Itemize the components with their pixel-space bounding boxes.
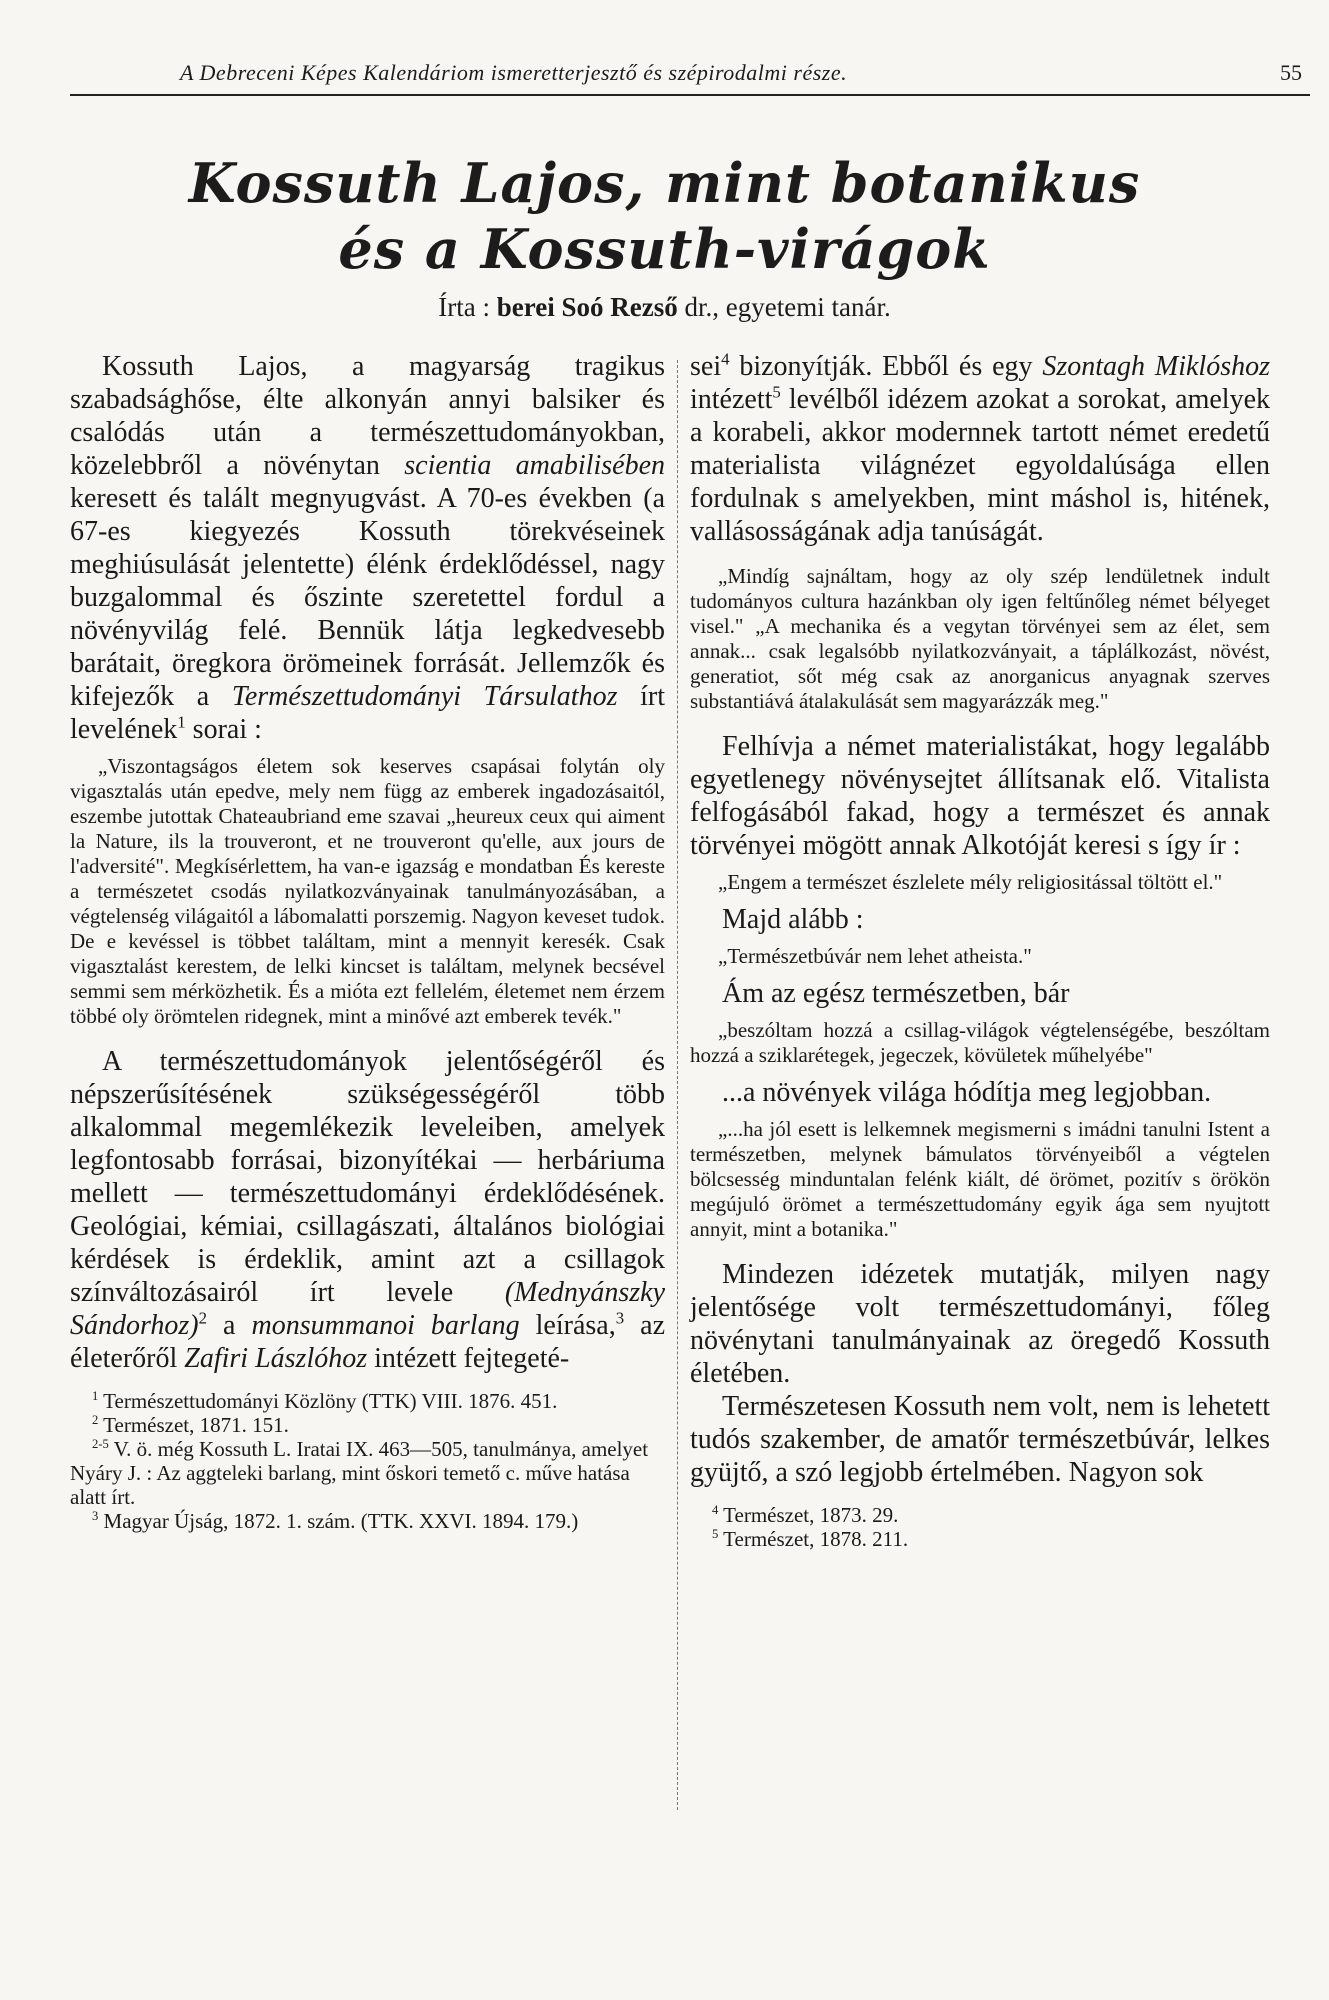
text-run: leírása,: [519, 1310, 616, 1341]
article-title-line-1: Kossuth Lajos, mint botanikus: [188, 151, 1141, 215]
text-run: sorai :: [185, 714, 262, 745]
footnote: [70, 1437, 665, 1509]
text-run: bizonyítják. Ebből és egy: [729, 351, 1043, 382]
right-quote-4: „beszóltam hozzá a csillag-világok végtelenségébe, beszóltam hozzá a sziklarétegek, jegeczek, kövületek műhelyébe": [690, 1018, 1270, 1067]
text-run: sei: [690, 351, 722, 382]
right-paragraph-2: Felhívja a német materialistákat, hogy legalább egyetlenegy növénysejtet állítsanak elő. Vitalista felfogásából fakad, hogy a természet és annak törvényei mögött annak Alkotóját keresi s így ír :: [690, 731, 1270, 861]
article-title-block: [0, 150, 1329, 323]
right-quote-1: „Mindíg sajnáltam, hogy az oly szép lendületnek indult tudományos cultura hazánkban oly igen feltűnőleg német bélyeget visel." „A mechanika és a vegytan törvényei sem az élet, sem annak... csak legalsóbb nyilatkozványait, a táplálkozást, növést, generatiot, sőt még csak az anorganicus anyagnak szerves substantiává átalakulását sem magyarázzák meg.": [690, 564, 1270, 713]
right-quote-2: „Engem a természet észlelete mély religiositással töltött el.": [718, 870, 1223, 894]
page-number: 55: [1280, 60, 1302, 85]
text-run: keresett és talált megnyugvást. A 70-es években (a 67-es kiegyezés Kossuth törekvéseinek meghiúsulását jelentette) élénk érdeklődéssel, nagy buzgalommal és őszinte szeretettel fordul a növényvilág felé. Bennük látja legkedvesebb barátait, öregkora örömeinek forrását. Jellemzők és kifejezők a: [70, 483, 665, 712]
byline-suffix: dr., egyetemi tanár.: [684, 292, 891, 322]
footnote-text: Természettudományi Közlöny (TTK) VIII. 1876. 451.: [98, 1389, 558, 1413]
right-quote-5: „...ha jól esett is lelkemnek megismerni s imádni tanulni Istent a természetben, melynek bámulatos törvényeiből a végtelen bölcsesség minduntalan felénk kiált, dé örömet, pozitív s örökön megújuló örömet a természettudomány egyik ága sem nyujtott annyit, mint a botanika.": [690, 1117, 1270, 1241]
footnote-mark: 3: [92, 1509, 99, 1523]
byline-prefix: Írta :: [438, 292, 491, 322]
right-paragraph-4: Ám az egész természetben, bár: [722, 978, 1070, 1009]
footnote-mark: 1: [92, 1389, 99, 1403]
footnote-mark: 2: [92, 1413, 99, 1427]
footnote-ref: 5: [772, 382, 781, 402]
left-paragraph-1: [70, 350, 665, 746]
footnote: [690, 1503, 1270, 1527]
right-quote-3: „Természetbúvár nem lehet atheista.": [718, 944, 1032, 968]
footnote-text: Természet, 1871. 151.: [98, 1413, 289, 1437]
text-run: levélből idézem azokat a sorokat, amelyek a korabeli, akkor modernnek tartott német eredetű materialista világnézet egyoldalúsága ellen fordulnak s amelyekben, mint máshol is, hitének, vallásosságának adja tanúságát.: [690, 384, 1270, 547]
author-name: berei Soó Rezső: [496, 292, 678, 322]
footnote: [690, 1527, 1270, 1551]
italic-run: Szontagh Miklóshoz: [1042, 351, 1271, 382]
footnote: [70, 1413, 665, 1437]
text-run: az életerőről: [70, 1310, 665, 1374]
right-column: [690, 350, 1270, 1551]
left-paragraph-2: [70, 1045, 665, 1375]
footnote-ref: 4: [721, 349, 730, 369]
footnote: [70, 1509, 665, 1533]
text-run: A természettudományok jelentőségéről és népszerűsítésének szükségességéről több alkalommal megemlékezik leveleiben, amelyek legfontosabb forrásai, bizonyítékai — herbáriuma mellett — természettudományi érdeklődésének. Geológiai, kémiai, csillagászati, általános biológiai kérdések is érdeklik, amint azt a csillagok színváltozásairól írt levele: [70, 1046, 665, 1308]
text-run: Kossuth Lajos, a magyarság tragikus szabadsághőse, élte alkonyán annyi balsiker és csalódás után a természettudományokban, közelebbről a növénytan: [70, 351, 665, 481]
left-column: [70, 350, 665, 1533]
text-run: intézett: [690, 384, 773, 415]
footnote-mark: 2-5: [92, 1437, 109, 1451]
footnote-text: Természet, 1873. 29.: [718, 1503, 899, 1527]
text-run: írt levelének: [70, 681, 665, 745]
article-title-line-2: és a Kossuth-virágok: [338, 217, 991, 281]
footnote-ref: 1: [177, 712, 186, 732]
italic-run: Zafiri Lászlóhoz: [184, 1343, 368, 1374]
footnote: [70, 1389, 665, 1413]
italic-run: scientia amabilisében: [404, 450, 665, 481]
right-paragraph-3: Majd alább :: [722, 904, 864, 935]
footnote-ref: 3: [615, 1308, 625, 1328]
left-quote-1: „Viszontagságos életem sok keserves csapásai folytán oly vigasztalás után epedve, mely nem függ az emberek ingadozásaitól, eszembe jutottak Chateaubriand eme szavai „heureux ceux qui aiment la Nature, ils la trouveront, et ne trouveront qu'elle, aux jours de l'adversité". Megkísérlettem, ha van-e igazság e mondatban És kereste a természetet csodás nyilatkozványainak tanulmányozásában, a végtelenség világaitól a lábomalatti porszemig. Nagyon keveset tudok. De e kevéssel is többet találtam, mint a mennyit keresék. Csak vigasztalást kerestem, de lelki kincset is találtam, melynek becsével semmi sem mérközhetik. És a mióta ezt fellelém, életemet nem érzem többé oly örömtelen ridegnek, mint a minővé azt emberek tevék.": [70, 754, 665, 1028]
footnote-text: Természet, 1878. 211.: [718, 1527, 909, 1551]
right-paragraph-1: [690, 350, 1270, 548]
right-paragraph-5: ...a növények világa hódítja meg legjobban.: [722, 1077, 1212, 1108]
footnote-ref: 2: [198, 1308, 208, 1328]
running-title: A Debreceni Képes Kalendáriom ismeretterjesztő és szépirodalmi része.: [180, 60, 848, 85]
text-run: a: [207, 1310, 252, 1341]
running-header: [70, 60, 1310, 96]
byline: [0, 292, 1329, 323]
left-footnotes: [70, 1389, 665, 1533]
footnote-text: V. ö. még Kossuth L. Iratai IX. 463—505, tanulmánya, amelyet Nyáry J. : Az aggteleki barlang, mint őskori temető c. műve hatása alatt írt.: [70, 1437, 649, 1509]
right-paragraph-7: Természetesen Kossuth nem volt, nem is lehetett tudós szakember, de amatőr természetbúvár, lelkes gyüjtő, a szó legjobb értelmében. Nagyon sok: [690, 1391, 1270, 1488]
right-paragraph-6: Mindezen idézetek mutatják, milyen nagy jelentősége volt természettudományi, főleg növénytani tanulmányainak az öregedő Kossuth életében.: [690, 1259, 1270, 1389]
italic-run: monsummanoi barlang: [251, 1310, 520, 1341]
italic-run: Természettudományi Társulathoz: [231, 681, 618, 712]
footnote-mark: 5: [712, 1527, 719, 1541]
right-footnotes: [690, 1503, 1270, 1551]
footnote-mark: 4: [712, 1503, 719, 1517]
column-divider: [677, 360, 679, 1810]
text-run: intézett fejtegeté-: [367, 1343, 570, 1374]
italic-run: (Mednyánszky Sándorhoz): [70, 1277, 665, 1341]
footnote-text: Magyar Újság, 1872. 1. szám. (TTK. XXVI. 1894. 179.): [98, 1509, 579, 1533]
